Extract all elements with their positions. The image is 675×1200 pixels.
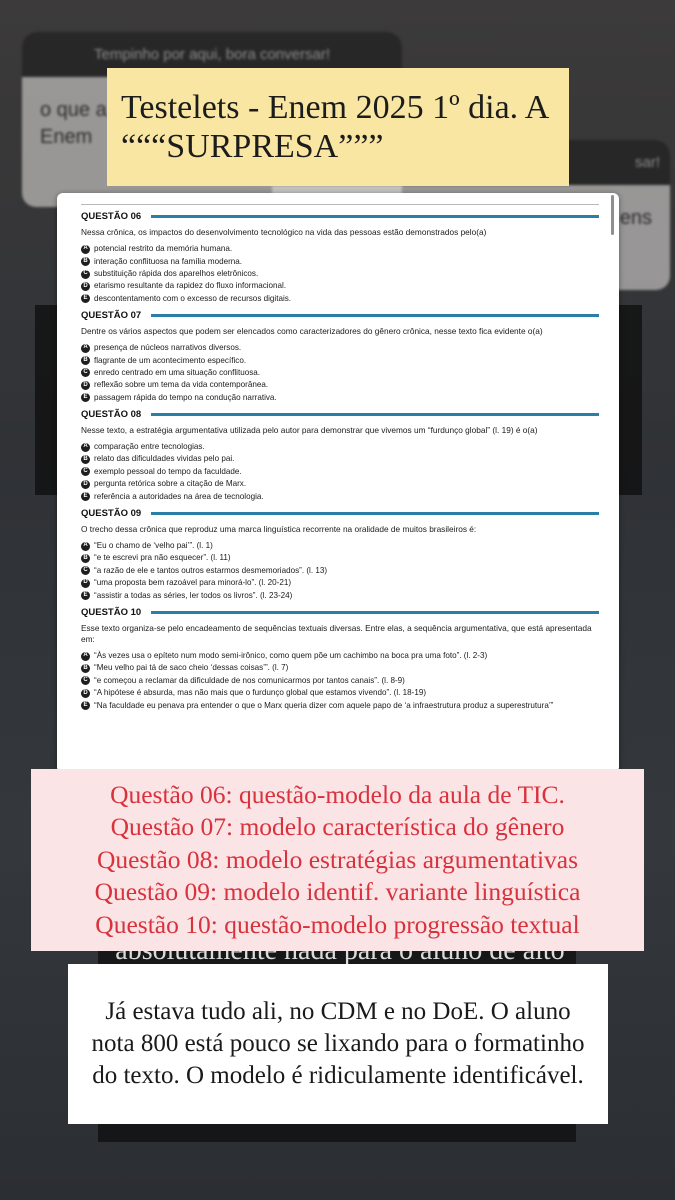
option-letter-badge: D [81,689,90,698]
question-stem: Esse texto organiza-se pelo encadeamento de sequências textuais diversas. Entre elas, a sequência argumentativa, que está apresentada em: [81,622,592,644]
question-divider-line [151,215,599,218]
option-letter-badge: A [81,245,90,254]
option-text: “A hipótese é absurda, mas não mais que o furdunço global que estamos vivendo”. (l. 18-19) [94,688,427,698]
question-block [81,607,599,711]
answer-option [81,651,599,661]
option-letter-badge: A [81,344,90,353]
option-letter-badge: B [81,455,90,464]
option-text: “Na faculdade eu penava pra entender o que o Marx queria dizer com aquele papo de ‘a infraestrutura produz a superestrutura’” [94,700,554,710]
option-text: “Meu velho pai tá de saco cheio ‘dessas coisas’”. (l. 7) [94,663,289,673]
option-list [81,541,599,601]
question-label: QUESTÃO 10 [81,606,142,618]
answer-option [81,541,599,551]
question-label: QUESTÃO 07 [81,309,142,321]
option-letter-badge: A [81,652,90,661]
option-list [81,442,599,502]
question-list [81,211,599,711]
question-label: QUESTÃO 09 [81,507,142,519]
answer-option [81,281,599,291]
question-block [81,508,599,601]
answer-option [81,676,599,686]
answer-option [81,442,599,452]
question-header [81,607,599,618]
option-text: “e te escrevi pra não esquecer”. (l. 11) [94,553,231,563]
option-letter-badge: E [81,294,90,303]
option-text: “Eu o chamo de ‘velho pai’”. (l. 1) [94,540,213,550]
answer-option [81,701,599,711]
option-list [81,651,599,711]
option-text: enredo centrado em uma situação conflituosa. [94,367,261,377]
question-header [81,211,599,222]
annotation-line: Questão 06: questão-modelo da aula de TIC. [110,780,565,810]
question-stem: O trecho dessa crônica que reproduz uma marca linguística recorrente na oralidade de muitos brasileiros é: [81,523,477,534]
question-divider-line [151,512,599,515]
option-text: comparação entre tecnologias. [94,442,205,452]
answer-option [81,244,599,254]
question-block [81,310,599,403]
question-divider-line [151,314,599,317]
question-label: QUESTÃO 08 [81,408,142,420]
option-letter-badge: B [81,664,90,673]
question-header [81,310,599,321]
question-block [81,211,599,304]
answer-option [81,688,599,698]
option-text: reflexão sobre um tema da vida contemporânea. [94,380,269,390]
question-header [81,508,599,519]
annotation-line: Questão 10: questão-modelo progressão textual [95,909,580,939]
question-label: QUESTÃO 06 [81,211,142,222]
question-divider-line [151,611,599,614]
question-divider-line [151,413,599,416]
option-letter-badge: A [81,542,90,551]
comment-text: Já estava tudo ali, no CDM e no DoE. O aluno nota 800 está pouco se lixando para o formatinho do texto. O modelo é ridiculamente identificável. [91,998,585,1089]
option-letter-badge: E [81,701,90,710]
answer-option [81,591,599,601]
option-letter-badge: C [81,467,90,476]
option-letter-badge: D [81,579,90,588]
option-text: pergunta retórica sobre a citação de Marx. [94,479,247,489]
question-block [81,409,599,502]
option-text: flagrante de um acontecimento específico. [94,355,247,365]
option-letter-badge: B [81,356,90,365]
page-top-rule [81,204,599,205]
option-letter-badge: B [81,257,90,266]
exam-page-screenshot [57,193,619,773]
option-text: “Às vezes usa o epíteto num modo semi-irônico, como quem põe um cachimbo na boca pra uma foto”. (l. 2-3) [94,651,488,661]
option-text: substituição rápida dos aparelhos eletrônicos. [94,269,259,278]
question-stem: Dentre os vários aspectos que podem ser elencados como caracterizadores do gênero crônica, nesse texto fica evidente o(a) [81,325,543,336]
option-letter-badge: C [81,270,90,279]
annotation-line: Questão 08: modelo estratégias argumentativas [96,844,579,874]
question-stem: Nesse texto, a estratégia argumentativa utilizada pelo autor para demonstrar que vivemos um “furdunço global” (l. 19) é o(a) [81,424,538,435]
background-chat-body: o que a Enem [40,99,107,148]
background-chat-header-2: sar! [272,140,670,185]
option-letter-badge: E [81,591,90,600]
answer-option [81,454,599,464]
answer-option [81,380,599,390]
option-text: referência a autoridades na área de tecnologia. [94,491,264,501]
option-text: passagem rápida do tempo na condução narrativa. [94,392,277,402]
option-text: “assistir a todas as séries, ler todos os livros”. (l. 23-24) [94,590,293,600]
annotation-line: Questão 09: modelo identif. variante linguística [94,877,581,907]
option-text: interação conflituosa na família moderna. [94,256,243,266]
background-chat-body-2: ens [619,207,652,229]
answer-option [81,257,599,267]
option-text: relato das dificuldades vividas pelo pai. [94,454,235,464]
option-letter-badge: D [81,381,90,390]
option-text: descontentamento com o excesso de recursos digitais. [94,293,292,303]
option-text: “e começou a reclamar da dificuldade de nos comunicarmos por tantos canais”. (l. 8-9) [94,675,405,685]
option-letter-badge: E [81,492,90,501]
answer-option [81,294,599,304]
question-stem: Nessa crônica, os impactos do desenvolvimento tecnológico na vida das pessoas estão demonstrados pelo(a) [81,227,487,237]
option-letter-badge: A [81,443,90,452]
answer-option [81,566,599,576]
option-text: etarismo resultante da rapidez do fluxo informacional. [94,281,287,291]
option-letter-badge: C [81,676,90,685]
option-letter-badge: C [81,368,90,377]
option-list [81,343,599,403]
answer-option [81,393,599,403]
option-text: presença de núcleos narrativos diversos. [94,343,242,353]
annotation-box [31,769,644,951]
background-chat-header: Tempinho por aqui, bora conversar! [22,32,402,77]
answer-option [81,578,599,588]
answer-option [81,492,599,502]
answer-option [81,368,599,378]
answer-option [81,663,599,673]
option-letter-badge: D [81,480,90,489]
answer-option [81,343,599,353]
option-letter-badge: C [81,566,90,575]
option-text: potencial restrito da memória humana. [94,244,233,254]
answer-option [81,269,599,279]
comment-box [68,964,608,1124]
option-text: “uma proposta bem razoável para minorá-lo”. (l. 20-21) [94,578,292,588]
option-text: “a razão de ele e tantos outros estarmos desmemoriados”. (l. 13) [94,565,328,575]
answer-option [81,356,599,366]
answer-option [81,479,599,489]
option-text: exemplo pessoal do tempo da faculdade. [94,466,242,476]
option-list [81,244,599,304]
option-letter-badge: B [81,554,90,563]
question-header [81,409,599,420]
scrollbar-thumb [611,195,614,235]
answer-option [81,553,599,563]
answer-option [81,467,599,477]
title-banner [107,68,569,186]
annotation-line: Questão 07: modelo característica do gênero [110,812,565,842]
option-letter-badge: E [81,393,90,402]
story-title: Testelets - Enem 2025 1º dia. A “““SURPRESA””” [121,88,548,165]
option-letter-badge: D [81,282,90,291]
